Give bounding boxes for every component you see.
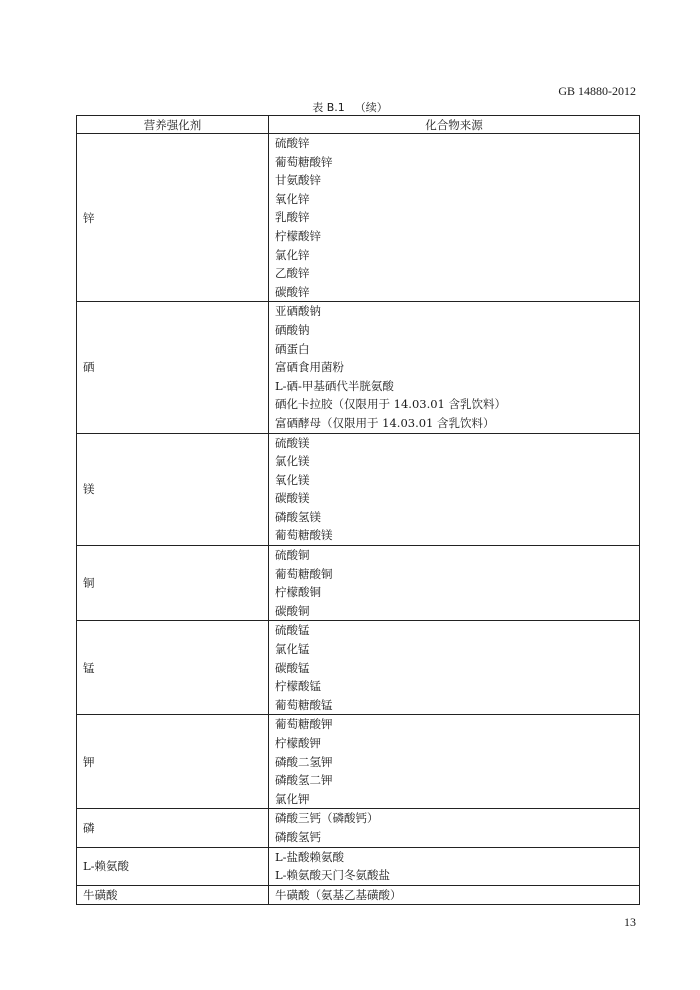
source-item: 碳酸锌 (275, 284, 310, 299)
nutrient-cell: 硒 (77, 302, 269, 433)
nutrient-cell: 镁 (77, 433, 269, 546)
source-item: 硒酸钠 (275, 322, 310, 337)
source-item: 乳酸锌 (275, 210, 310, 225)
source-item: 磷酸氢二钾 (275, 773, 333, 788)
standard-code: GB 14880-2012 (558, 84, 636, 98)
source-item: 氯化镁 (275, 454, 310, 469)
column-header-nutrient: 营养强化剂 (77, 116, 269, 134)
source-item: 柠檬酸锰 (275, 679, 321, 694)
source-item: 氯化锌 (275, 247, 310, 262)
nutrient-source-table (76, 115, 640, 905)
source-item: 氯化钾 (275, 791, 310, 806)
source-item: 富硒酵母（仅限用于 14.03.01 含乳饮料） (275, 415, 495, 430)
source-item: 磷酸氢钙 (275, 829, 321, 844)
source-item: 磷酸二氢钾 (275, 754, 333, 769)
source-cell (269, 546, 640, 621)
source-item: 牛磺酸（氨基乙基磺酸） (275, 887, 402, 902)
source-cell (269, 885, 640, 905)
table-row (77, 621, 640, 715)
source-cell (269, 134, 640, 302)
nutrient-cell: 锰 (77, 621, 269, 715)
source-item: 柠檬酸钾 (275, 736, 321, 750)
table-row (77, 546, 640, 621)
page-number: 13 (624, 915, 636, 929)
nutrient-cell: 磷 (77, 809, 269, 847)
source-cell (269, 621, 640, 715)
source-item: 柠檬酸锌 (275, 228, 321, 243)
source-item: 乙酸锌 (275, 266, 310, 281)
table-row (77, 134, 640, 302)
source-item: 磷酸氢镁 (275, 509, 321, 524)
source-item: 氯化锰 (275, 642, 310, 657)
source-item: 硫酸锰 (275, 623, 310, 638)
source-cell (269, 847, 640, 885)
source-item: 葡萄糖酸锰 (275, 697, 333, 712)
source-item: 亚硒酸钠 (275, 304, 321, 319)
source-item: 富硒食用菌粉 (275, 360, 344, 375)
source-cell (269, 715, 640, 809)
source-item: 硒化卡拉胶（仅限用于 14.03.01 含乳饮料） (275, 397, 507, 412)
source-item: 硫酸镁 (275, 435, 310, 450)
source-item: 柠檬酸铜 (275, 585, 321, 600)
source-cell (269, 433, 640, 546)
table-row (77, 885, 640, 905)
source-item: 碳酸镁 (275, 491, 310, 506)
source-item: L-硒-甲基硒代半胱氨酸 (275, 378, 394, 393)
nutrient-cell: 牛磺酸 (77, 885, 269, 905)
source-item: 磷酸三钙（磷酸钙） (275, 811, 379, 826)
source-item: L-盐酸赖氨酸 (275, 849, 345, 864)
source-item: 葡萄糖酸铜 (275, 566, 333, 581)
source-cell (269, 302, 640, 433)
nutrient-cell: L-赖氨酸 (77, 847, 269, 885)
source-item: 硒蛋白 (275, 341, 310, 356)
source-item: 硫酸锌 (275, 136, 310, 150)
source-item: 葡萄糖酸镁 (275, 528, 333, 543)
table-body (77, 134, 640, 905)
source-item: 甘氨酸锌 (275, 173, 321, 188)
nutrient-cell: 铜 (77, 546, 269, 621)
nutrient-cell: 锌 (77, 134, 269, 302)
source-cell (269, 809, 640, 847)
table-row (77, 433, 640, 546)
source-item: 氧化锌 (275, 191, 310, 206)
source-item: 葡萄糖酸钾 (275, 717, 333, 732)
table-row (77, 302, 640, 433)
table-header-row (77, 116, 640, 134)
table-row (77, 847, 640, 885)
source-item: 硫酸铜 (275, 548, 310, 563)
nutrient-cell: 钾 (77, 715, 269, 809)
source-item: L-赖氨酸天门冬氨酸盐 (275, 868, 391, 883)
source-item: 葡萄糖酸锌 (275, 154, 333, 169)
table-caption-label: 表 B.1 (312, 101, 345, 114)
column-header-source: 化合物来源 (269, 116, 640, 134)
table-row (77, 809, 640, 847)
source-item: 氧化镁 (275, 472, 310, 487)
source-item: 碳酸锰 (275, 660, 310, 675)
table-caption (0, 99, 700, 115)
table-row (77, 715, 640, 809)
table-caption-suffix: （续） (354, 101, 388, 114)
source-item: 碳酸铜 (275, 603, 310, 618)
